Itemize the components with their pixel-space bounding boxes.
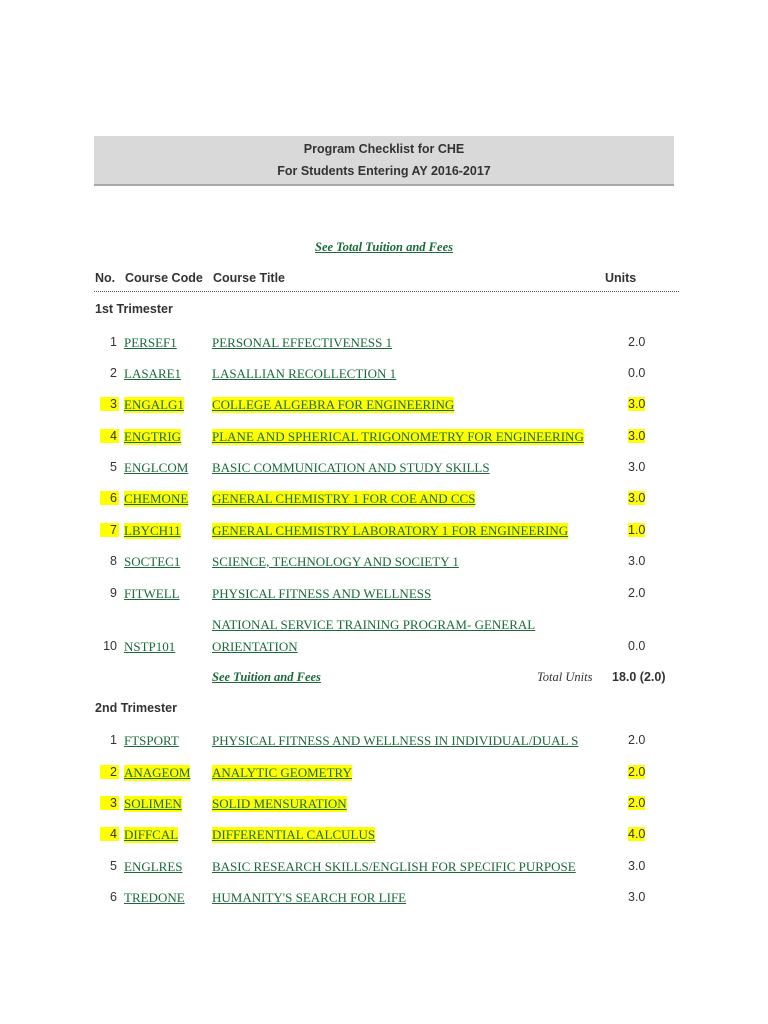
course-code-link[interactable]: ENGALG1	[124, 397, 184, 412]
total-units-label: Total Units	[537, 670, 593, 684]
course-title-link[interactable]: HUMANITY'S SEARCH FOR LIFE	[212, 890, 407, 905]
course-units: 3.0	[628, 460, 646, 474]
row-number: 2	[110, 366, 117, 380]
course-units: 3.0	[628, 429, 646, 443]
header-divider	[94, 291, 679, 292]
total-tuition-link[interactable]: See Total Tuition and Fees	[315, 240, 453, 254]
course-code-link[interactable]: ANAGEOM	[124, 765, 191, 780]
course-title-link[interactable]: COLLEGE ALGEBRA FOR ENGINEERING	[212, 397, 455, 412]
course-units: 3.0	[628, 491, 646, 505]
course-title-link[interactable]: SCIENCE, TECHNOLOGY AND SOCIETY 1	[212, 554, 459, 569]
table-row	[0, 793, 768, 815]
table-row	[0, 520, 768, 542]
term-label-1: 1st Trimester	[95, 302, 173, 316]
course-title-link[interactable]: ANALYTIC GEOMETRY	[212, 765, 352, 780]
course-title-link[interactable]: PERSONAL EFFECTIVENESS 1	[212, 335, 393, 350]
course-code-link[interactable]: ENGTRIG	[124, 429, 182, 444]
table-row	[0, 488, 768, 510]
course-units: 2.0	[628, 586, 646, 600]
course-units: 2.0	[628, 733, 646, 747]
course-code-link[interactable]: DIFFCAL	[124, 827, 179, 842]
table-row	[0, 730, 768, 752]
course-title-link[interactable]: BASIC RESEARCH SKILLS/ENGLISH FOR SPECIFIC PURPOSE	[212, 859, 576, 874]
course-units: 1.0	[628, 523, 646, 537]
row-number: 3	[100, 397, 119, 411]
column-header-code: Course Code	[125, 271, 203, 285]
course-title-link[interactable]: LASALLIAN RECOLLECTION 1	[212, 366, 397, 381]
course-code-link[interactable]: SOLIMEN	[124, 796, 182, 811]
row-number: 2	[100, 765, 119, 779]
course-units: 3.0	[628, 397, 646, 411]
course-title-link[interactable]: DIFFERENTIAL CALCULUS	[212, 827, 376, 842]
row-number: 1	[110, 733, 117, 747]
row-number: 6	[110, 890, 117, 904]
checklist-title: Program Checklist for CHE	[303, 142, 465, 156]
column-header-no: No.	[95, 271, 116, 285]
row-number: 7	[100, 523, 119, 537]
row-number: 9	[110, 586, 117, 600]
total-tuition-row	[0, 240, 768, 255]
table-row	[0, 551, 768, 573]
row-number: 3	[100, 796, 119, 810]
course-code-link[interactable]: CHEMONE	[124, 491, 189, 506]
row-number: 5	[110, 859, 117, 873]
course-units: 2.0	[628, 335, 646, 349]
total-units-value: 18.0 (2.0)	[612, 670, 666, 684]
row-number: 4	[100, 827, 119, 841]
term-label-2: 2nd Trimester	[95, 701, 177, 715]
course-units: 4.0	[628, 827, 646, 841]
course-units: 0.0	[628, 366, 646, 380]
course-code-link[interactable]: SOCTEC1	[124, 554, 181, 569]
table-row	[0, 583, 768, 605]
column-header-title: Course Title	[213, 271, 286, 285]
course-title-link[interactable]: BASIC COMMUNICATION AND STUDY SKILLS	[212, 460, 490, 475]
row-number: 4	[100, 429, 119, 443]
course-code-link[interactable]: FTSPORT	[124, 733, 179, 748]
table-row	[0, 762, 768, 784]
course-title-link[interactable]: SOLID MENSURATION	[212, 796, 347, 811]
course-code-link[interactable]: NSTP101	[124, 639, 176, 654]
course-title-link-continued[interactable]: ORIENTATION	[212, 639, 298, 654]
checklist-subtitle: For Students Entering AY 2016-2017	[277, 164, 491, 178]
course-code-link[interactable]: ENGLCOM	[124, 460, 189, 475]
table-row	[0, 824, 768, 846]
table-row	[0, 457, 768, 479]
course-code-link[interactable]: FITWELL	[124, 586, 180, 601]
checklist-header	[94, 136, 674, 186]
row-number: 5	[110, 460, 117, 474]
course-code-link[interactable]: TREDONE	[124, 890, 185, 905]
course-units: 2.0	[628, 796, 646, 810]
table-row	[0, 363, 768, 385]
column-header-units: Units	[605, 271, 637, 285]
course-units: 0.0	[628, 639, 646, 653]
row-number: 8	[110, 554, 117, 568]
course-title-link[interactable]: GENERAL CHEMISTRY 1 FOR COE AND CCS	[212, 491, 476, 506]
course-code-link[interactable]: LASARE1	[124, 366, 182, 381]
table-row	[0, 426, 768, 448]
tuition-fees-link[interactable]: See Tuition and Fees	[212, 670, 321, 684]
course-units: 3.0	[628, 890, 646, 904]
course-units: 3.0	[628, 859, 646, 873]
course-title-link[interactable]: GENERAL CHEMISTRY LABORATORY 1 FOR ENGINEERING	[212, 523, 569, 538]
row-number: 6	[100, 491, 119, 505]
table-row	[0, 394, 768, 416]
course-code-link[interactable]: PERSEF1	[124, 335, 177, 350]
course-code-link[interactable]: ENGLRES	[124, 859, 183, 874]
course-title-link[interactable]: NATIONAL SERVICE TRAINING PROGRAM- GENERAL	[212, 617, 536, 632]
table-row	[0, 856, 768, 878]
course-title-link[interactable]: PLANE AND SPHERICAL TRIGONOMETRY FOR ENGINEERING	[212, 429, 584, 444]
course-units: 2.0	[628, 765, 646, 779]
table-row	[0, 887, 768, 909]
table-row	[0, 617, 768, 658]
table-row	[0, 332, 768, 354]
course-title-link[interactable]: PHYSICAL FITNESS AND WELLNESS IN INDIVIDUAL/DUAL S	[212, 733, 579, 748]
row-number: 10	[103, 639, 117, 653]
course-title-link[interactable]: PHYSICAL FITNESS AND WELLNESS	[212, 586, 432, 601]
course-units: 3.0	[628, 554, 646, 568]
row-number: 1	[110, 335, 117, 349]
course-code-link[interactable]: LBYCH11	[124, 523, 181, 538]
